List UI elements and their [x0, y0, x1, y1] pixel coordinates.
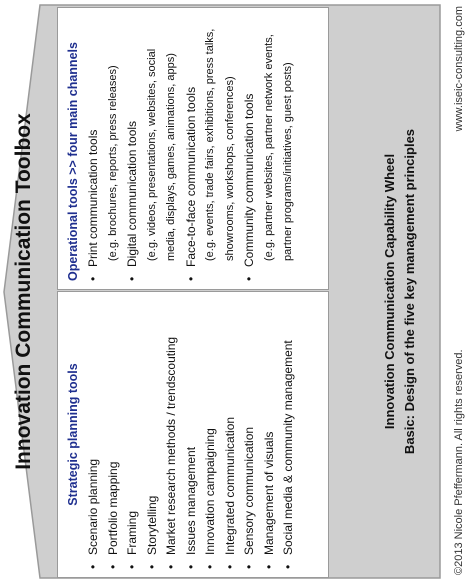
strategic-list — [84, 292, 299, 577]
subtitle-line-1: Innovation Communication Capability Wheel — [382, 153, 397, 430]
strategic-item: • Sensory communication — [240, 292, 260, 569]
operational-item: • Community communication tools — [240, 8, 260, 281]
operational-note: (e.g. videos, presentations, websites, social — [145, 48, 158, 261]
strategic-item: • Issues management — [182, 292, 202, 569]
operational-heading: Operational tools >> four main channels — [66, 42, 80, 281]
operational-note: (e.g. partner websites, partner network events, — [262, 34, 275, 261]
operational-list — [84, 8, 299, 289]
strategic-item: • Integrated communication — [221, 292, 241, 569]
website: www.iseic-consulting.com — [453, 6, 465, 132]
operational-note: (e.g. events, trade fairs, exhibitions, press talks, — [204, 28, 216, 261]
strategic-heading: Strategic planning tools — [66, 363, 80, 506]
strategic-item: • Innovation campaigning — [201, 292, 221, 569]
subtitle — [380, 0, 420, 583]
operational-note: (e.g. brochures, reports, press releases) — [106, 65, 119, 261]
page-title: Innovation Communication Toolbox — [12, 113, 35, 470]
operational-note: partner programs/initiatives, guest posts) — [282, 62, 294, 261]
operational-item: • Digital communication tools — [123, 8, 143, 281]
operational-panel — [57, 7, 329, 290]
strategic-item: • Social media & community management — [279, 292, 299, 569]
strategic-item: • Framing — [123, 292, 143, 569]
strategic-item: • Storytelling — [143, 292, 163, 569]
strategic-item: • Scenario planning — [84, 292, 104, 569]
strategic-item: • Market research methods / trendscouting — [162, 292, 182, 569]
operational-item: • Face-to-face communication tools — [182, 8, 202, 281]
strategic-item: • Management of visuals — [260, 292, 280, 569]
strategic-panel — [57, 291, 329, 578]
subtitle-line-2: Basic: Design of the five key management principles — [402, 128, 417, 455]
operational-note: showrooms, workshops, conferences) — [223, 76, 236, 261]
operational-item: • Print communication tools — [84, 8, 104, 281]
copyright: ©2013 Nicole Pfeffermann. All rights reserved. — [453, 349, 465, 575]
strategic-item: • Portfolio mapping — [104, 292, 124, 569]
operational-note: media, displays, games, animations, apps) — [165, 53, 177, 261]
